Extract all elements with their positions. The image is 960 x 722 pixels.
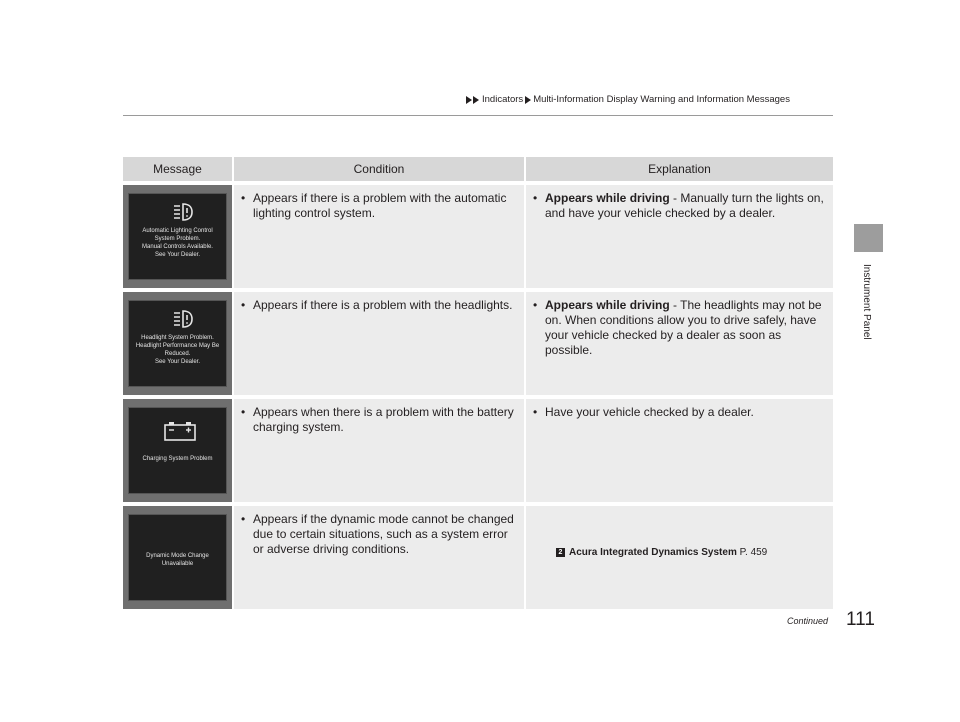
breadcrumb-arrows-icon	[466, 96, 480, 104]
condition-cell	[234, 181, 526, 288]
bullet-icon: •	[533, 298, 538, 312]
table-row	[123, 181, 833, 288]
message-screen	[128, 193, 227, 280]
explanation-cell	[526, 288, 833, 395]
message-screen	[128, 407, 227, 494]
message-screen	[128, 514, 227, 601]
condition-text: Appears when there is a problem with the battery charging system.	[253, 405, 514, 434]
explanation-text: Have your vehicle checked by a dealer.	[545, 405, 754, 419]
screen-line: See Your Dealer.	[154, 252, 201, 258]
bullet-icon: •	[241, 298, 246, 312]
condition-text: Appears if there is a problem with the automatic lighting control system.	[253, 191, 507, 220]
message-screen	[128, 300, 227, 387]
bullet-icon: •	[241, 512, 246, 526]
explanation-cell	[526, 502, 833, 609]
screen-line: System Problem.	[154, 236, 201, 242]
page-number: 111	[846, 609, 875, 630]
headlight-warning-icon	[172, 309, 194, 329]
reference-title[interactable]: Acura Integrated Dynamics System	[569, 547, 737, 558]
explanation-text: - Manually turn the lights on, and have your vehicle checked by a dealer.	[545, 191, 824, 220]
messages-table	[123, 157, 833, 609]
reference-arrow-icon: 2	[556, 548, 565, 557]
headlight-warning-icon	[172, 202, 194, 222]
table-header-row	[123, 157, 833, 181]
bullet-icon: •	[241, 405, 246, 419]
condition-cell	[234, 395, 526, 502]
header-message: Message	[123, 157, 234, 181]
header-condition: Condition	[234, 157, 526, 181]
screen-line: Charging System Problem	[142, 456, 213, 462]
table-row	[123, 502, 833, 609]
screen-line: Headlight Performance May Be	[135, 343, 220, 349]
header-explanation: Explanation	[526, 157, 833, 181]
message-image-cell	[123, 181, 234, 288]
section-tab	[854, 224, 883, 252]
bullet-icon: •	[241, 191, 246, 205]
breadcrumb-part-2[interactable]: Multi-Information Display Warning and Information Messages	[533, 94, 790, 105]
screen-line: Headlight System Problem.	[141, 335, 214, 341]
screen-line: Dynamic Mode Change	[146, 553, 209, 559]
message-image-cell	[123, 395, 234, 502]
screen-line: Unavailable	[161, 561, 194, 567]
screen-line: See Your Dealer.	[154, 359, 201, 365]
continued-label: Continued	[787, 616, 829, 626]
section-label: Instrument Panel	[861, 264, 872, 340]
header-rule	[123, 115, 833, 116]
condition-cell	[234, 288, 526, 395]
explanation-lead: Appears while driving	[545, 298, 670, 312]
explanation-cell	[526, 395, 833, 502]
message-image-cell	[123, 502, 234, 609]
explanation-cell	[526, 181, 833, 288]
cross-reference-link[interactable]	[556, 545, 833, 560]
condition-cell	[234, 502, 526, 609]
breadcrumb	[466, 94, 790, 105]
screen-line: Manual Controls Available.	[142, 244, 213, 250]
breadcrumb-separator-icon	[525, 96, 531, 104]
breadcrumb-part-1[interactable]: Indicators	[482, 94, 524, 105]
screen-line: Automatic Lighting Control	[142, 228, 213, 234]
reference-page[interactable]: P. 459	[739, 547, 768, 558]
explanation-text: - The headlights may not be on. When conditions allow you to drive safely, have your vehicle checked by a dealer as soon as possible.	[545, 298, 822, 357]
bullet-icon: •	[533, 191, 538, 205]
screen-line: Reduced.	[164, 351, 191, 357]
message-image-cell	[123, 288, 234, 395]
bullet-icon: •	[533, 405, 538, 419]
table-row	[123, 395, 833, 502]
battery-icon	[163, 420, 197, 442]
condition-text: Appears if there is a problem with the headlights.	[253, 298, 513, 312]
table-row	[123, 288, 833, 395]
condition-text: Appears if the dynamic mode cannot be changed due to certain situations, such as a system error or adverse driving conditions.	[253, 512, 514, 556]
explanation-lead: Appears while driving	[545, 191, 670, 205]
